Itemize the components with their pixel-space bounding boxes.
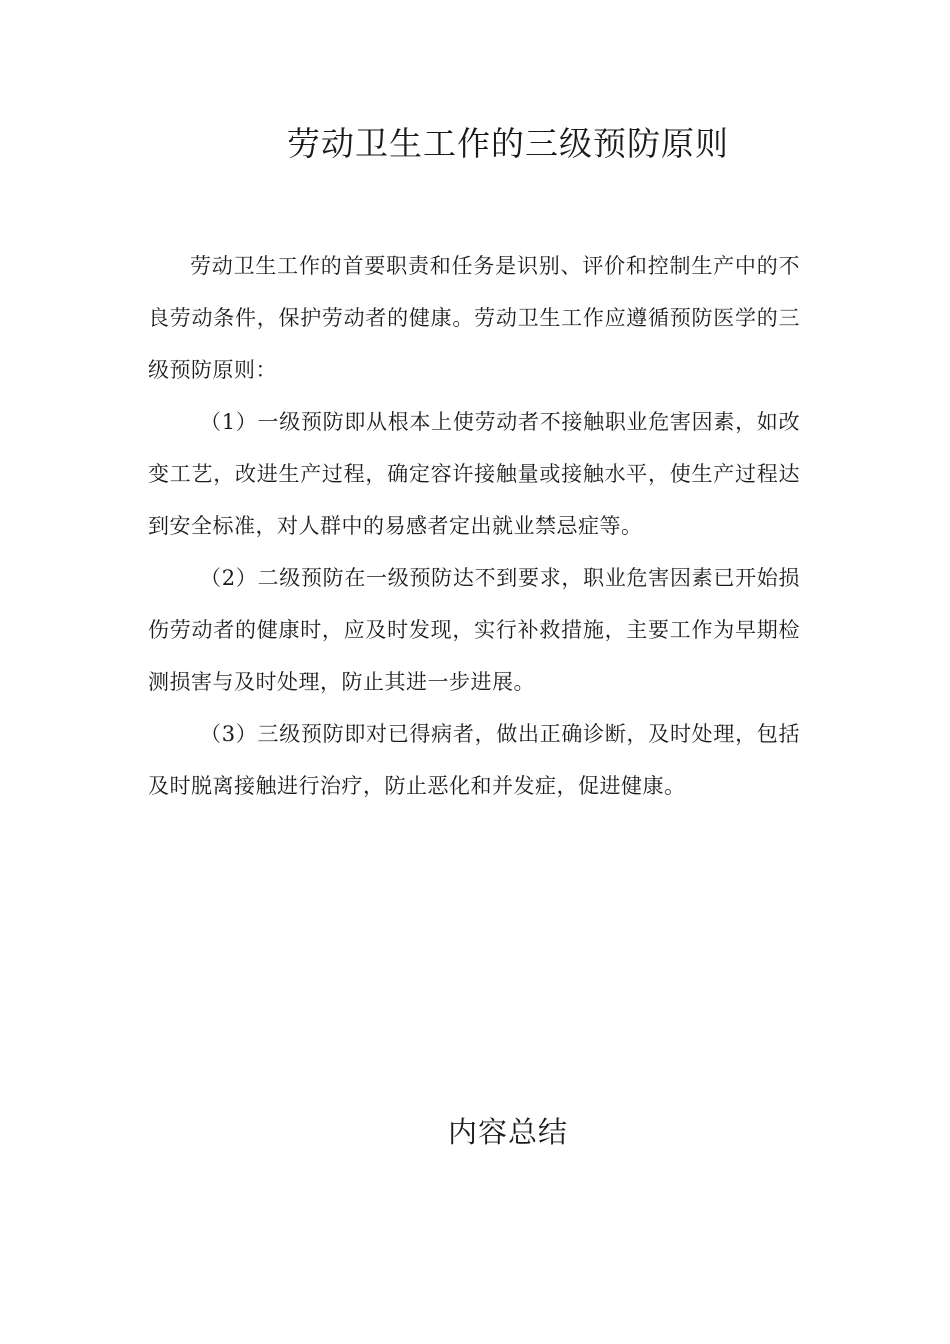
document-body: [148, 240, 800, 812]
tertiary-prevention-paragraph: （3）三级预防即对已得病者，做出正确诊断，及时处理，包括及时脱离接触进行治疗，防止恶化和并发症，促进健康。: [148, 722, 800, 798]
primary-prevention-paragraph: （1）一级预防即从根本上使劳动者不接触职业危害因素，如改变工艺，改进生产过程，确定容许接触量或接触水平，使生产过程达到安全标准，对人群中的易感者定出就业禁忌症等。: [148, 410, 800, 538]
secondary-prevention-paragraph: （2）二级预防在一级预防达不到要求，职业危害因素已开始损伤劳动者的健康时，应及时发现，实行补救措施，主要工作为早期检测损害与及时处理，防止其进一步进展。: [148, 566, 800, 694]
document-title: 劳动卫生工作的三级预防原则: [287, 124, 729, 163]
summary-heading: 内容总结: [448, 1115, 569, 1149]
intro-paragraph: 劳动卫生工作的首要职责和任务是识别、评价和控制生产中的不良劳动条件，保护劳动者的健康。劳动卫生工作应遵循预防医学的三级预防原则：: [148, 254, 800, 382]
